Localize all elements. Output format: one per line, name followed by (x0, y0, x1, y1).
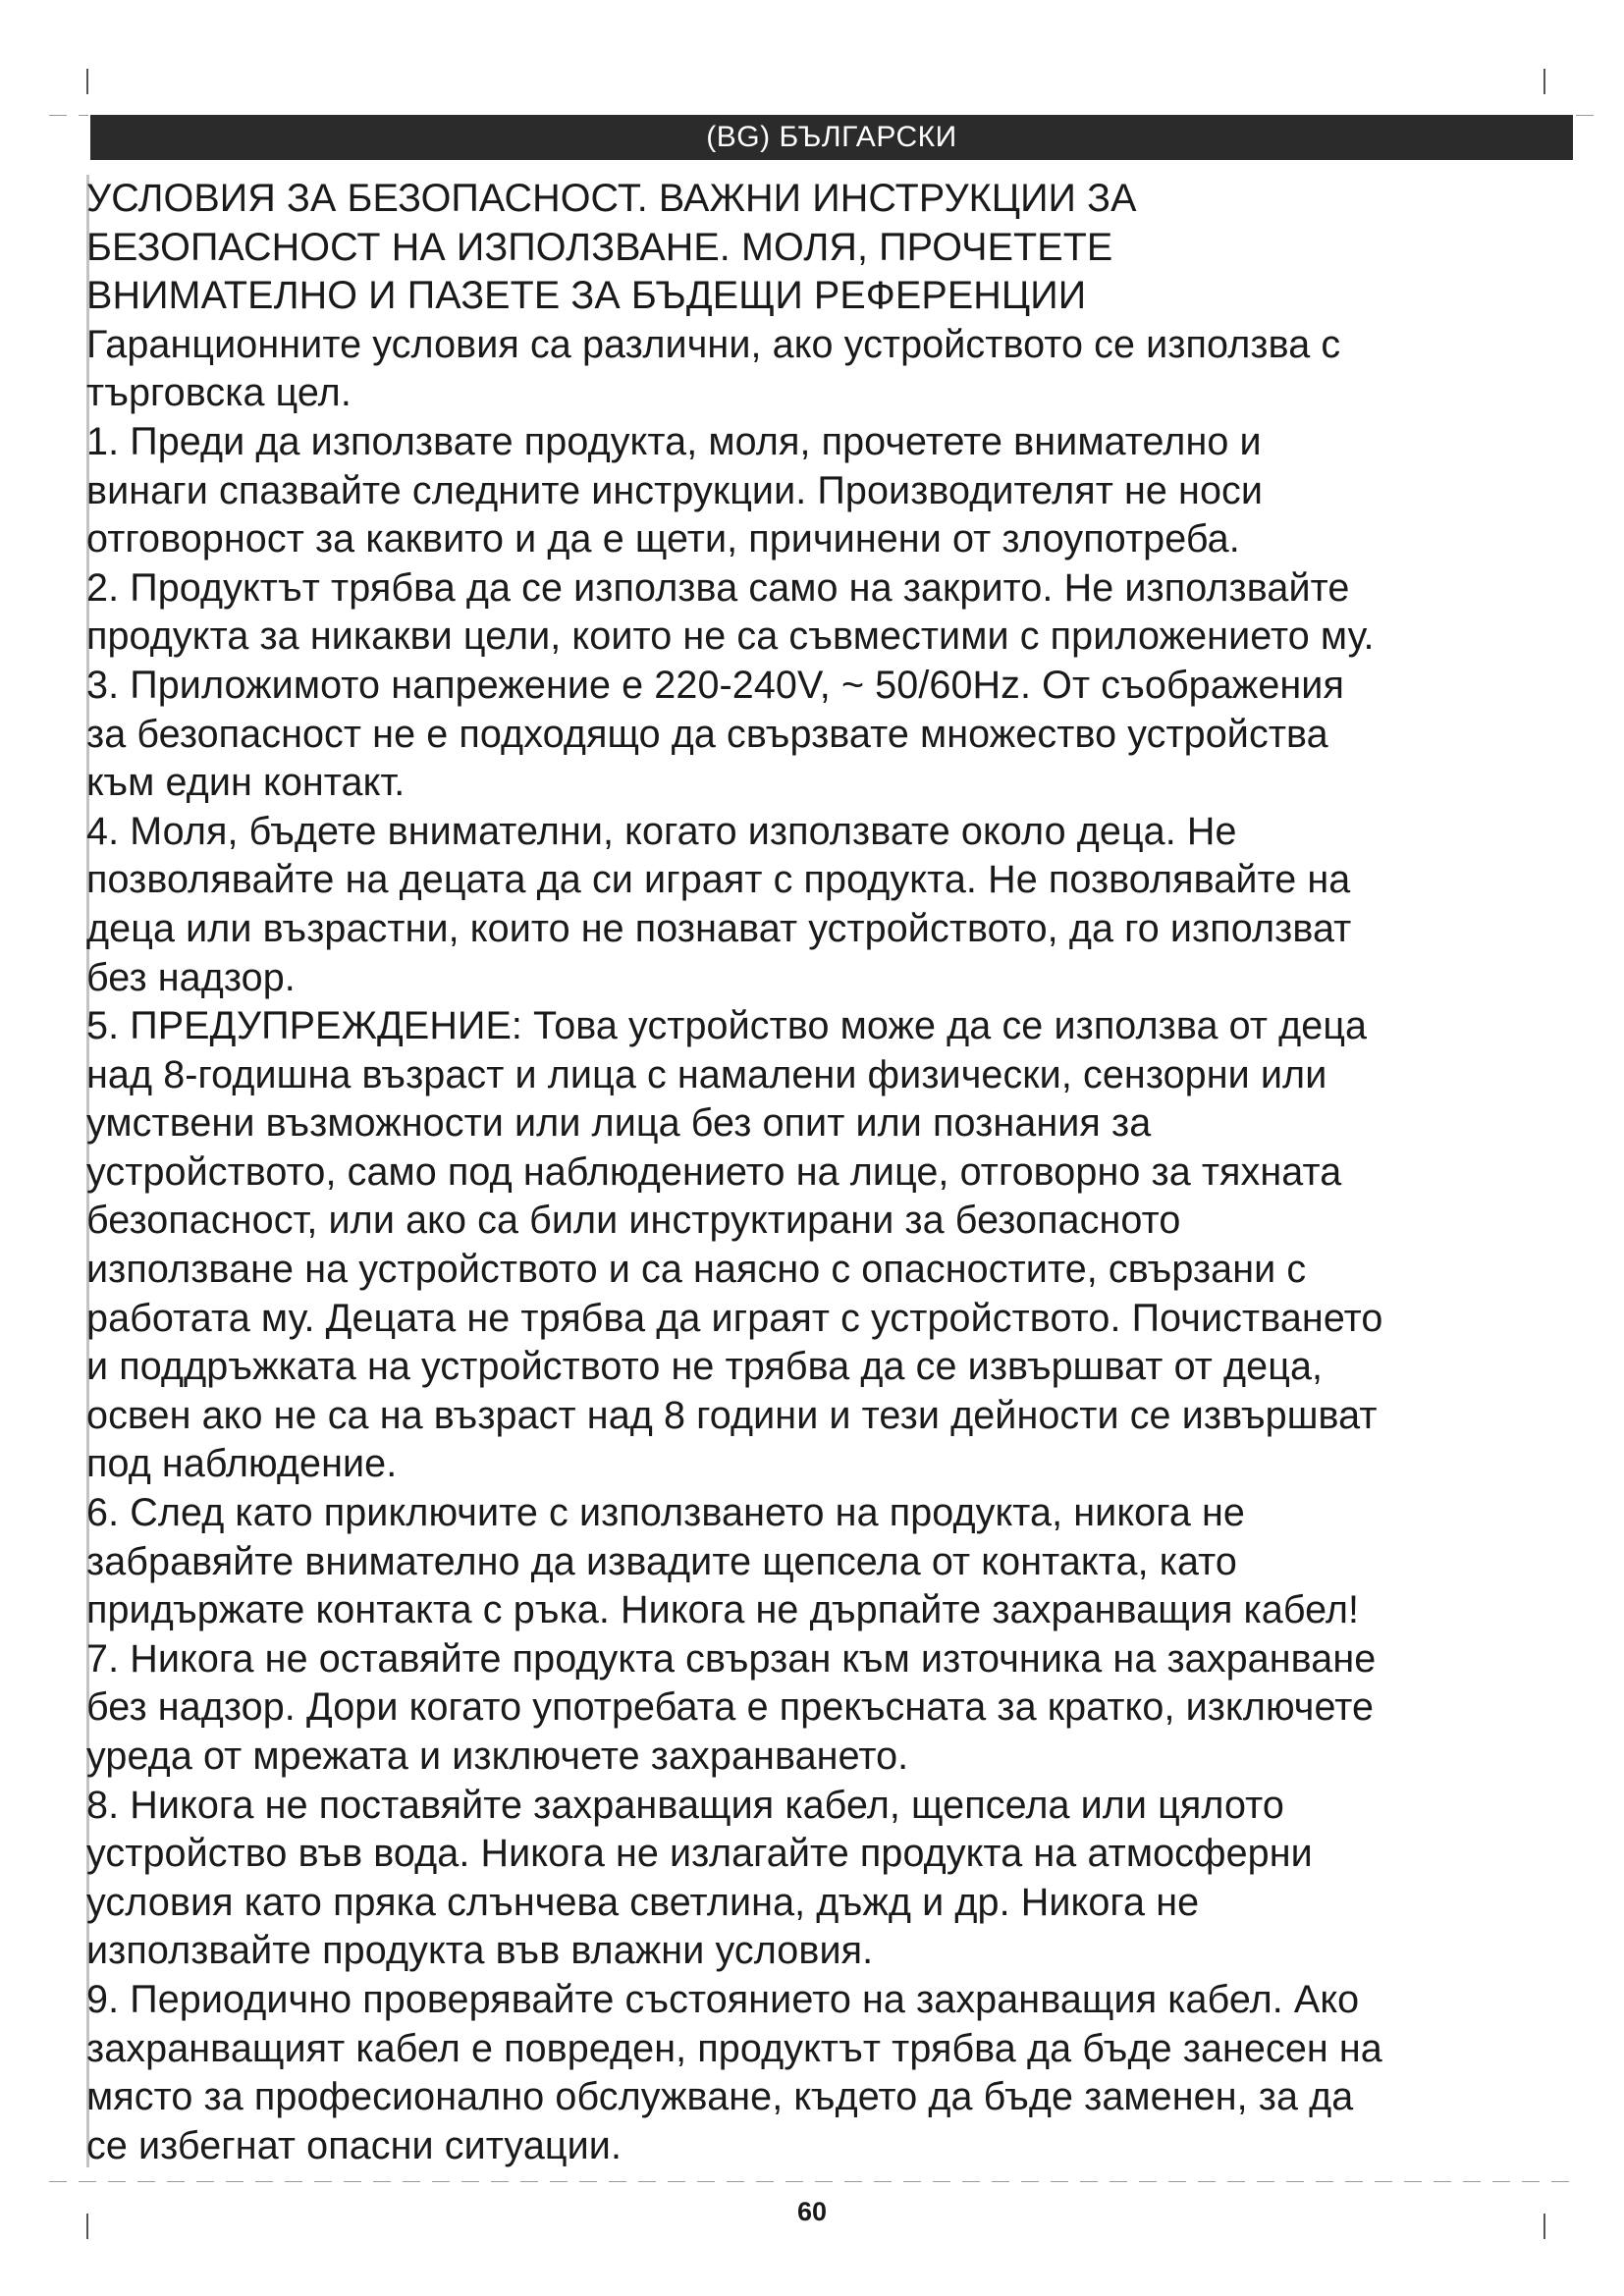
item-line: място за професионално обслужване, където да бъде заменен, за да (86, 2075, 1354, 2119)
item-line: позволявайте на децата да си играят с продукта. Не позволявайте на (86, 858, 1351, 902)
instruction-item-8 (86, 1782, 1569, 1976)
item-line: използване на устройството и са наясно с опасностите, свързани с (86, 1248, 1307, 1292)
item-line: деца или възрастни, които не познават устройството, да го използват (86, 906, 1352, 950)
title-line: УСЛОВИЯ ЗА БЕЗОПАСНОСТ. ВАЖНИ ИНСТРУКЦИИ ЗА (86, 177, 1137, 220)
item-line: освен ако не са на възраст над 8 години и тези дейности се извършват (86, 1393, 1378, 1437)
title-line: ВНИМАТЕЛНО И ПАЗЕТЕ ЗА БЪДЕЩИ РЕФЕРЕНЦИИ (86, 274, 1087, 318)
item-line: се избегнат опасни ситуации. (86, 2123, 623, 2167)
item-line: под наблюдение. (86, 1442, 398, 1486)
item-line: умствени възможности или лица без опит или познания за (86, 1101, 1152, 1146)
instruction-item-3 (86, 662, 1569, 808)
instruction-item-7 (86, 1635, 1569, 1782)
item-line: забравяйте внимателно да извадите щепсела от контакта, като (86, 1539, 1237, 1583)
safety-title (86, 175, 1569, 321)
item-line: условия като пряка слънчева светлина, дъжд и др. Никога не (86, 1880, 1200, 1924)
item-line: 2. Продуктът трябва да се използва само на закрито. Не използвайте (86, 565, 1350, 610)
item-line: използвайте продукта във влажни условия. (86, 1929, 874, 1973)
item-line: винаги спазвайте следните инструкции. Производителят не носи (86, 468, 1264, 512)
item-line: 4. Моля, бъдете внимателни, когато използвате около деца. Не (86, 809, 1237, 853)
item-line: уреда от мрежата и изключете захранването. (86, 1735, 909, 1778)
language-header (90, 115, 1573, 160)
crop-mark (49, 115, 88, 116)
item-line: продукта за никакви цели, които не са съвместими с приложението му. (86, 614, 1375, 659)
item-line: безопасност, или ако са били инструктирани за безопасното (86, 1199, 1181, 1243)
item-line: без надзор. Дори когато употребата е прекъсната за кратко, изключете (86, 1685, 1375, 1730)
item-line: 1. Преди да използвате продукта, моля, прочетете внимателно и (86, 419, 1262, 463)
item-line: придържате контакта с ръка. Никога не дърпайте захранващия кабел! (86, 1588, 1360, 1632)
item-line: 5. ПРЕДУПРЕЖДЕНИЕ: Това устройство може да се използва от деца (86, 1004, 1368, 1048)
instruction-item-9 (86, 1976, 1569, 2170)
crop-mark (1543, 69, 1545, 94)
item-line: 3. Приложимото напрежение е 220-240V, ~ 50/60Hz. От съображения (86, 663, 1344, 707)
item-line: над 8-годишна възраст и лица с намалени физически, сензорни или (86, 1052, 1327, 1096)
item-line: отговорност за каквито и да е щети, причинени от злоупотреба. (86, 517, 1240, 561)
instruction-item-6 (86, 1489, 1569, 1635)
instruction-item-2 (86, 564, 1569, 662)
item-line: устройство във вода. Никога не излагайте продукта на атмосферни (86, 1832, 1313, 1876)
item-line: работата му. Децата не трябва да играят с устройството. Почистването (86, 1296, 1383, 1340)
title-line: БЕЗОПАСНОСТ НА ИЗПОЛЗВАНЕ. МОЛЯ, ПРОЧЕТЕТЕ (86, 225, 1113, 269)
intro-line: търговска цел. (86, 371, 352, 415)
instruction-item-1 (86, 418, 1569, 564)
item-line: 6. След като приключите с използването на продукта, никога не (86, 1491, 1245, 1535)
item-line: към един контакт. (86, 761, 406, 805)
item-line: захранващият кабел е повреден, продуктът трябва да бъде занесен на (86, 2026, 1382, 2070)
crop-mark (86, 69, 88, 94)
item-line: 8. Никога не поставяйте захранващия кабел, щепсела или цялото (86, 1783, 1284, 1827)
trim-line (49, 2181, 1581, 2182)
item-line: без надзор. (86, 955, 296, 999)
page-number: 60 (796, 2197, 828, 2226)
instruction-item-4 (86, 808, 1569, 1002)
item-line: и поддръжката на устройството не трябва да се извършват от деца, (86, 1345, 1324, 1389)
warranty-intro (86, 321, 1569, 418)
language-label: (BG) БЪЛГАРСКИ (706, 121, 957, 153)
item-line: за безопасност не е подходящо да свързвате множество устройства (86, 712, 1328, 756)
intro-line: Гаранционните условия са различни, ако устройството се използва с (86, 322, 1341, 366)
item-line: устройството, само под наблюдението на лице, отговорно за тяхната (86, 1149, 1342, 1194)
document-body (86, 175, 1569, 2170)
item-line: 9. Периодично проверявайте състоянието на захранващия кабел. Ако (86, 1977, 1360, 2021)
item-line: 7. Никога не оставяйте продукта свързан към източника на захранване (86, 1636, 1377, 1681)
instruction-item-5 (86, 1002, 1569, 1489)
